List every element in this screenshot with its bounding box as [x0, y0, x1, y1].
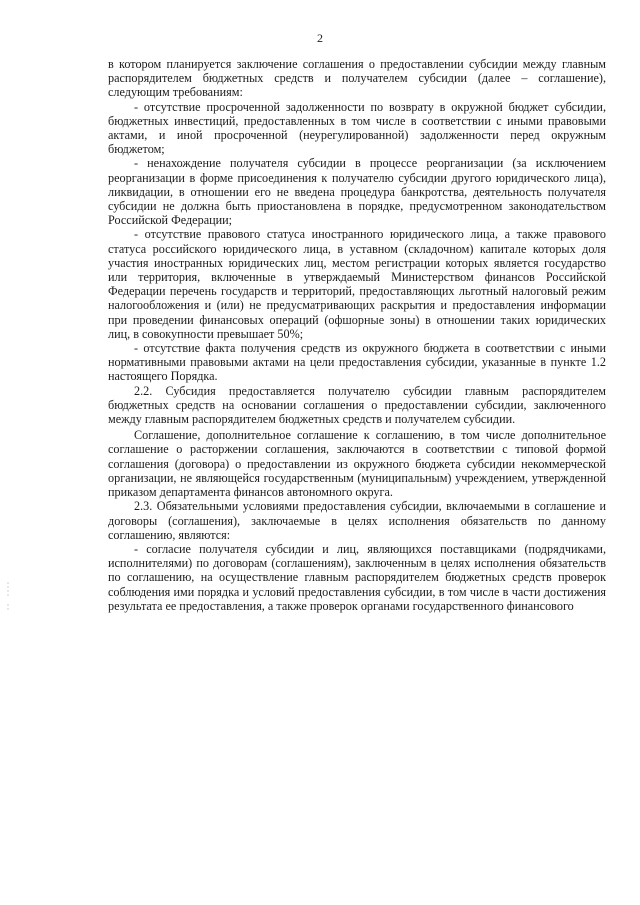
paragraph-2-2: 2.2. Субсидия предоставляется получателю субсидии главным распорядителем бюджетных средств на основании соглашения о предоставлении субсидии, заключенного между главным распорядителем бюджетных средств и получателем субсидии.: [108, 383, 606, 427]
requirement-no-reorganization: - ненахождение получателя субсидии в процессе реорганизации (за исключением реорганизации в форме присоединения к получателю субсидии другого юридического лица), ликвидации, в отношении его не введена процедура банкротства, деятельность получателя субсидии не должна быть приостановлена в порядке, предусмотренном законодательством Российской Федерации;: [108, 156, 606, 228]
document-body: [108, 57, 606, 613]
requirement-no-foreign-status: - отсутствие правового статуса иностранного юридического лица, а также правового статуса российского юридического лица, в уставном (складочном) капитале которых доля участия иностранных юридических лиц, местом регистрации которых является государство или территория, включенные в утверждаемый Министерством финансов Российской Федерации перечень государств и территорий, предоставляющих льготный налоговый режим налогообложения и (или) не предусматривающих раскрытия и предоставления информации при проведении финансовых операций (офшорные зоны) в отношении таких юридических лиц, в совокупности превышает 50%;: [108, 227, 606, 341]
page-number: 2: [317, 31, 323, 45]
condition-consent-to-checks: - согласие получателя субсидии и лиц, являющихся поставщиками (подрядчиками, исполнителями) по договорам (соглашениям), заключенным в целях исполнения обязательств по соглашению, на осуществление главным распорядителем бюджетных средств проверок соблюдения ими порядка и условий предоставления субсидии, в том числе в части достижения результата ее предоставления, а также проверок органами государственного финансового: [108, 541, 606, 613]
paragraph-2-3: 2.3. Обязательными условиями предоставления субсидии, включаемыми в соглашение и договоры (соглашения), заключаемые в целях исполнения обязательств по данному соглашению, являются:: [108, 499, 606, 542]
requirement-no-overdue-debt: - отсутствие просроченной задолженности по возврату в окружной бюджет субсидии, бюджетных инвестиций, предоставленных в том числе в соответствии с иными правовыми актами, и иной просроченной (неурегулированной) задолженности перед окружным бюджетом;: [108, 99, 606, 157]
paragraph-agreement-form: Соглашение, дополнительное соглашение к соглашению, в том числе дополнительное соглашение о расторжении соглашения, заключаются в соответствии с типовой формой соглашения (договора) о предоставлении из окружного бюджета субсидии некоммерческой организации, не являющейся государственным (муниципальным) учреждением, утвержденной приказом департамента финансов автономного округа.: [108, 428, 606, 500]
paragraph-intro-continuation: в котором планируется заключение соглашения о предоставлении субсидии между главным распорядителем бюджетных средств и получателем субсидии (далее – соглашение), следующим требованиям:: [108, 57, 606, 100]
requirement-no-other-funds: - отсутствие факта получения средств из окружного бюджета в соответствии с иными нормативными правовыми актами на цели предоставления субсидии, указанные в пункте 1.2 настоящего Порядка.: [108, 341, 606, 384]
